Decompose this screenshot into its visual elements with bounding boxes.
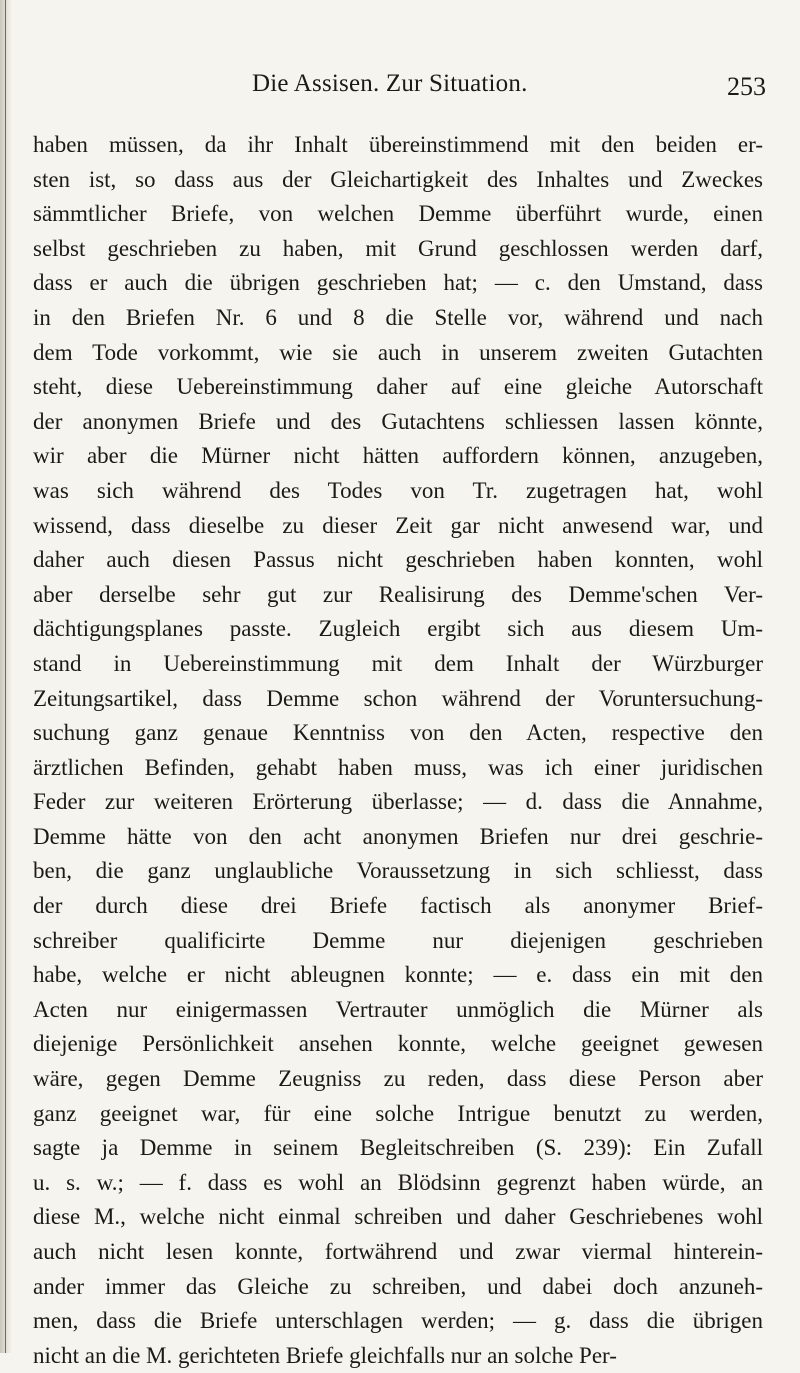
text-line: ander immer das Gleiche zu schreiben, und dabei doch anzuneh- (33, 1273, 763, 1299)
text-line: auch nicht lesen konnte, fortwährend und zwar viermal hinterein- (33, 1239, 763, 1264)
text-line: in den Briefen Nr. 6 und 8 die Stelle vor, während und nach (33, 304, 763, 330)
text-line: wir aber die Mürner nicht hätten auffordern können, anzugeben, (33, 443, 763, 469)
text-line: sämmtlicher Briefe, von welchen Demme überführt wurde, einen (33, 201, 763, 227)
running-title: Die Assisen. Zur Situation. (252, 70, 528, 97)
text-line: suchung ganz genaue Kenntniss von den Acten, respective den (33, 720, 763, 746)
text-line: diese M., welche nicht einmal schreiben und daher Geschriebenes wohl (33, 1204, 763, 1230)
text-line: was sich während des Todes von Tr. zugetragen hat, wohl (33, 477, 763, 503)
text-line: Acten nur einigermassen Vertrauter unmöglich die Mürner als (33, 996, 763, 1022)
page-binding-line (5, 0, 6, 1353)
text-line: ben, die ganz unglaubliche Voraussetzung in sich schliesst, dass (33, 858, 763, 884)
text-line: Zeitungsartikel, dass Demme schon während der Voruntersuchung- (33, 685, 763, 711)
text-line: Demme hätte von den acht anonymen Briefen nur drei geschrie- (33, 823, 763, 849)
text-line: habe, welche er nicht ableugnen konnte; — e. dass ein mit den (33, 962, 763, 988)
text-line: haben müssen, da ihr Inhalt übereinstimmend mit den beiden er- (33, 132, 763, 157)
text-line: selbst geschrieben zu haben, mit Grund geschlossen werden darf, (33, 235, 763, 261)
text-line: dächtigungsplanes passte. Zugleich ergibt sich aus diesem Um- (33, 616, 763, 642)
text-line: der anonymen Briefe und des Gutachtens schliessen lassen könnte, (33, 408, 763, 434)
text-line: der durch diese drei Briefe factisch als anonymer Brief- (33, 893, 763, 919)
text-line: aber derselbe sehr gut zur Realisirung des Demme'schen Ver- (33, 581, 763, 607)
text-line: steht, diese Uebereinstimmung daher auf eine gleiche Autorschaft (33, 374, 763, 400)
text-line: diejenige Persönlichkeit ansehen konnte, welche geeignet gewesen (33, 1031, 763, 1057)
text-line: Feder zur weiteren Erörterung überlasse; — d. dass die Annahme, (33, 789, 763, 815)
text-line: dem Tode vorkommt, wie sie auch in unserem zweiten Gutachten (33, 339, 763, 365)
page-binding-edge (0, 0, 12, 1353)
text-line: ganz geeignet war, für eine solche Intrigue benutzt zu werden, (33, 1100, 763, 1126)
text-line: sten ist, so dass aus der Gleichartigkeit des Inhaltes und Zweckes (33, 166, 763, 192)
page-number: 253 (727, 72, 766, 101)
text-line: nicht an die M. gerichteten Briefe gleichfalls nur an solche Per- (33, 1342, 617, 1368)
text-line: wäre, gegen Demme Zeugniss zu reden, dass diese Person aber (33, 1066, 763, 1092)
text-line: sagte ja Demme in seinem Begleitschreiben (S. 239): Ein Zufall (33, 1135, 763, 1161)
text-line: dass er auch die übrigen geschrieben hat; — c. den Umstand, dass (33, 270, 763, 296)
text-line: daher auch diesen Passus nicht geschrieben haben konnten, wohl (33, 547, 763, 573)
text-line: stand in Uebereinstimmung mit dem Inhalt der Würzburger (33, 650, 763, 676)
text-line: men, dass die Briefe unterschlagen werden; — g. dass die übrigen (33, 1308, 763, 1334)
text-line: schreiber qualificirte Demme nur diejenigen geschrieben (33, 927, 763, 953)
text-line: u. s. w.; — f. dass es wohl an Blödsinn gegrenzt haben würde, an (33, 1169, 763, 1195)
body-text (33, 128, 763, 1373)
text-line: ärztlichen Befinden, gehabt haben muss, was ich einer juridischen (33, 754, 763, 780)
text-line: wissend, dass dieselbe zu dieser Zeit gar nicht anwesend war, und (33, 512, 763, 538)
page-header (0, 70, 800, 104)
